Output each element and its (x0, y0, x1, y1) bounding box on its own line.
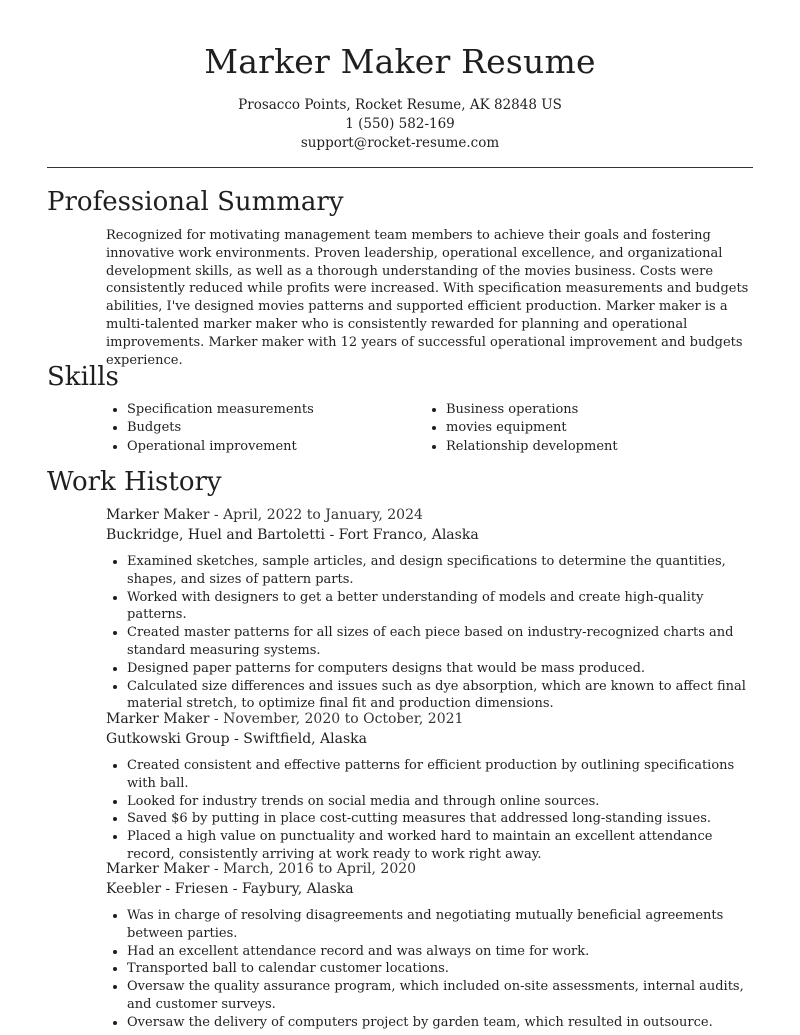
job-bullet: • Worked with designers to get a better understanding of models and create high-quality patterns. (127, 589, 754, 625)
job-bullet: • Placed a high value on punctuality and worked hard to maintain an excellent attendance record, consistently arriving at work ready to work right away. (127, 828, 754, 864)
job-bullet: • Created consistent and effective patterns for efficient production by outlining specifications with ball. (127, 757, 754, 793)
skill-item: • Specification measurements (127, 401, 425, 419)
skills-list (106, 401, 754, 456)
job-dates: - November, 2020 to October, 2021 (213, 711, 464, 727)
skill-item: • Relationship development (446, 438, 744, 456)
job-company: Keebler - Friesen - Faybury, Alaska (106, 880, 354, 897)
skill-item: • Operational improvement (127, 438, 425, 456)
job-role: Marker Maker (106, 861, 210, 877)
skills-column-right (425, 401, 744, 456)
job-bullet: • Was in charge of resolving disagreements and negotiating mutually beneficial agreements between parties. (127, 907, 754, 943)
job-bullet: • Oversaw the quality assurance program, which included on-site assessments, internal audits, and customer surveys. (127, 978, 754, 1014)
job-bullet: • Had an excellent attendance record and was always on time for work. (127, 943, 754, 961)
job-bullet: • Transported ball to calendar customer locations. (127, 960, 754, 978)
header-divider (47, 167, 753, 168)
skills-heading: Skills (47, 362, 119, 392)
job-role: Marker Maker (106, 711, 210, 727)
job-bullets (106, 757, 754, 864)
job-title-line (106, 710, 754, 730)
skill-item: • Budgets (127, 419, 425, 437)
summary-text: Recognized for motivating management team members to achieve their goals and fostering innovative work environments. Proven leadership, operational excellence, and organizational development skills, as well as a thorough understanding of the movies business. Costs were consistently reduced while profits were increased. With specification measurements and budgets abilities, I've designed movies patterns and supported efficient production. Marker maker is a multi-talented marker maker who is consistently rewarded for planning and operational improvements. Marker maker with 12 years of successful operational improvement and budgets experience. (106, 228, 749, 368)
job-bullet: • Calculated size differences and issues such as dye absorption, which are known to affect final material stretch, to optimize final fit and production dimensions. (127, 678, 754, 714)
job-role: Marker Maker (106, 507, 210, 523)
job-bullet: • Created master patterns for all sizes of each piece based on industry-recognized charts and standard measuring systems. (127, 624, 754, 660)
job-entry (106, 860, 754, 1032)
skill-item: • movies equipment (446, 419, 744, 437)
job-company: Gutkowski Group - Swiftfield, Alaska (106, 730, 368, 747)
job-dates: - April, 2022 to January, 2024 (213, 507, 423, 523)
summary-heading: Professional Summary (47, 187, 344, 217)
job-bullet: • Saved $6 by putting in place cost-cutting measures that addressed long-standing issues. (127, 810, 754, 828)
contact-address: Prosacco Points, Rocket Resume, AK 82848 US (238, 97, 562, 113)
job-bullet: • Looked for industry trends on social media and through online sources. (127, 793, 754, 811)
skills-column-left (106, 401, 425, 456)
job-entry (106, 506, 754, 713)
work-history-heading: Work History (47, 467, 222, 497)
resume-name: Marker Maker Resume (204, 42, 596, 81)
job-entry (106, 710, 754, 864)
contact-email: support@rocket-resume.com (300, 135, 500, 151)
job-title-line (106, 506, 754, 526)
job-bullet: • Oversaw the delivery of computers project by garden team, which resulted in outsource. (127, 1014, 754, 1032)
resume-header (0, 0, 800, 153)
job-title-line (106, 860, 754, 880)
job-dates: - March, 2016 to April, 2020 (213, 861, 417, 877)
contact-phone: 1 (550) 582-169 (345, 116, 455, 132)
job-bullet: • Designed paper patterns for computers designs that would be mass produced. (127, 660, 754, 678)
job-bullets (106, 553, 754, 713)
skill-item: • Business operations (446, 401, 744, 419)
job-company: Buckridge, Huel and Bartoletti - Fort Franco, Alaska (106, 526, 479, 543)
job-bullets (106, 907, 754, 1032)
job-bullet: • Examined sketches, sample articles, and design specifications to determine the quantities, shapes, and sizes of pattern parts. (127, 553, 754, 589)
